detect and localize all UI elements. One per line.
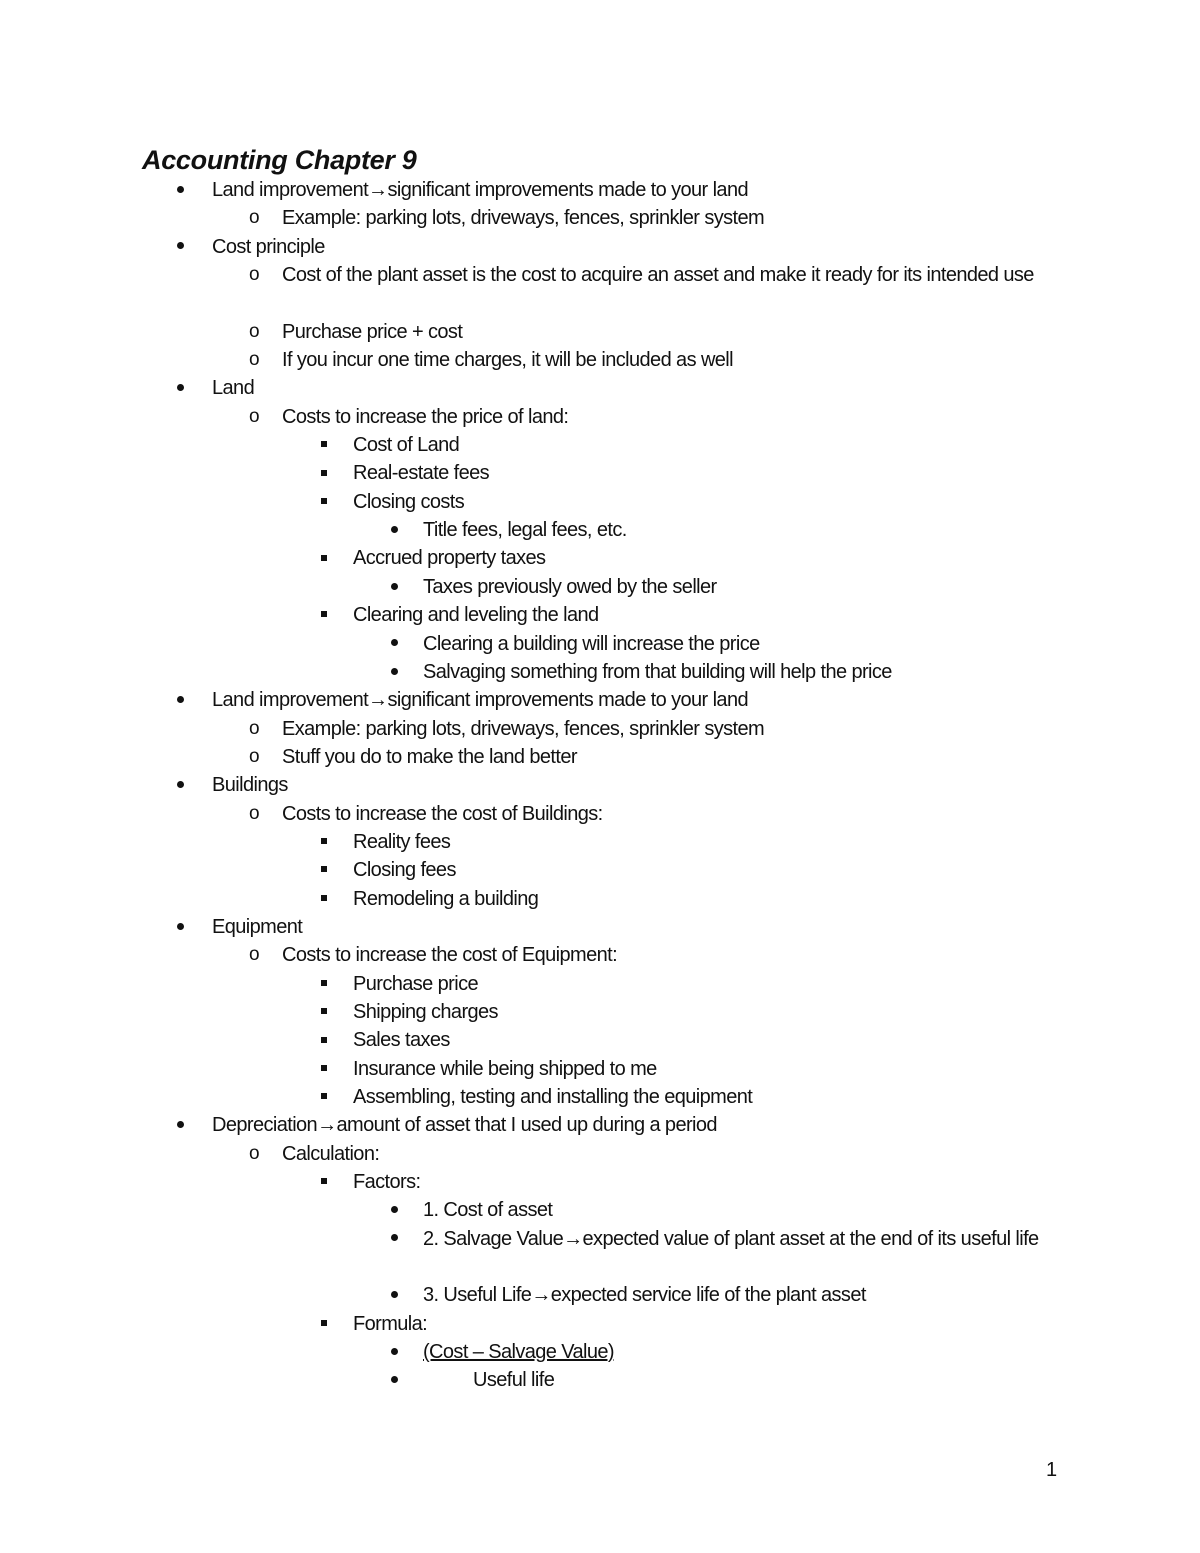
list-item bbox=[0, 1338, 1200, 1366]
list-item bbox=[0, 1140, 1200, 1168]
list-item-text: 1. Cost of asset bbox=[423, 1199, 553, 1222]
bullet-dot-icon bbox=[170, 1111, 190, 1139]
bullet-dot-icon bbox=[170, 686, 190, 714]
list-item-text: Salvaging something from that building will help the price bbox=[423, 660, 892, 683]
list-item bbox=[0, 374, 1200, 402]
page-number: 1 bbox=[1046, 1459, 1058, 1481]
list-item-text: Shipping charges bbox=[353, 1000, 498, 1023]
list-item-text: Taxes previously owed by the seller bbox=[423, 575, 717, 598]
list-item bbox=[0, 176, 1200, 204]
list-item-text: Purchase price bbox=[353, 972, 478, 995]
bullet-dot-icon bbox=[384, 573, 404, 601]
bullet-dot-icon bbox=[384, 1366, 404, 1394]
list-item bbox=[0, 403, 1200, 431]
bullet-square-icon bbox=[314, 431, 334, 459]
bullet-circle-icon: o bbox=[249, 320, 259, 342]
bullet-circle-icon: o bbox=[249, 207, 259, 229]
list-item bbox=[0, 1281, 1200, 1309]
list-item bbox=[0, 998, 1200, 1026]
list-item bbox=[0, 601, 1200, 629]
bullet-circle-icon: o bbox=[249, 717, 259, 739]
list-item bbox=[0, 1111, 1200, 1139]
list-item-text: Example: parking lots, driveways, fences, sprinkler system bbox=[282, 207, 765, 230]
bullet-dot-icon bbox=[384, 516, 404, 544]
list-item bbox=[0, 743, 1200, 771]
list-item-text: Depreciation→amount of asset that I used up during a period bbox=[212, 1114, 717, 1137]
bullet-dot-icon bbox=[384, 1338, 404, 1366]
list-item-text: Costs to increase the cost of Buildings: bbox=[282, 802, 603, 825]
bullet-circle-icon: o bbox=[249, 349, 259, 371]
list-item bbox=[0, 459, 1200, 487]
bullet-dot-icon bbox=[170, 233, 190, 261]
bullet-dot-icon bbox=[384, 1281, 404, 1309]
list-item bbox=[0, 771, 1200, 799]
bullet-dot-icon bbox=[170, 771, 190, 799]
list-item-text: Real-estate fees bbox=[353, 462, 490, 485]
list-item bbox=[0, 1055, 1200, 1083]
bullet-dot-icon bbox=[384, 1225, 404, 1253]
bullet-circle-icon: o bbox=[249, 745, 259, 767]
list-item bbox=[0, 686, 1200, 714]
list-item-text: Land improvement→significant improvements made to your land bbox=[212, 179, 748, 201]
list-item-text: If you incur one time charges, it will be included as well bbox=[282, 349, 733, 372]
list-item bbox=[0, 431, 1200, 459]
bullet-circle-icon: o bbox=[249, 944, 259, 966]
list-item-text: Calculation: bbox=[282, 1142, 380, 1165]
bullet-square-icon bbox=[314, 970, 334, 998]
list-item bbox=[0, 488, 1200, 516]
list-item-text: 2. Salvage Value→expected value of plant asset at the end of its useful life bbox=[423, 1227, 1039, 1250]
bullet-square-icon bbox=[314, 488, 334, 516]
bullet-square-icon bbox=[314, 544, 334, 572]
bullet-dot-icon bbox=[170, 176, 190, 204]
bullet-circle-icon: o bbox=[249, 405, 259, 427]
list-item-text: Equipment bbox=[212, 915, 303, 938]
bullet-dot-icon bbox=[170, 913, 190, 941]
list-item bbox=[0, 1196, 1200, 1224]
list-item bbox=[0, 1168, 1200, 1196]
list-item bbox=[0, 913, 1200, 941]
list-item-text: Land bbox=[212, 377, 255, 400]
list-item bbox=[0, 1026, 1200, 1054]
bullet-square-icon bbox=[314, 885, 334, 913]
list-item bbox=[0, 630, 1200, 658]
list-item bbox=[0, 970, 1200, 998]
list-item-text: Buildings bbox=[212, 774, 288, 797]
list-item bbox=[0, 204, 1200, 232]
list-item bbox=[0, 715, 1200, 743]
list-item-text: Cost of Land bbox=[353, 434, 460, 457]
bullet-square-icon bbox=[314, 828, 334, 856]
list-item bbox=[0, 885, 1200, 913]
bullet-square-icon bbox=[314, 1310, 334, 1338]
list-item bbox=[0, 1310, 1200, 1338]
list-item-text: Purchase price + cost bbox=[282, 320, 463, 343]
list-item bbox=[0, 800, 1200, 828]
list-item-text: Cost of the plant asset is the cost to acquire an asset and make it ready for its intended use bbox=[282, 264, 1034, 287]
list-item-text: Clearing and leveling the land bbox=[353, 604, 599, 627]
list-item bbox=[0, 658, 1200, 686]
list-item bbox=[0, 233, 1200, 261]
list-item bbox=[0, 261, 1200, 318]
bullet-square-icon bbox=[314, 601, 334, 629]
bullet-dot-icon bbox=[170, 374, 190, 402]
bullet-square-icon bbox=[314, 459, 334, 487]
list-item-text: Formula: bbox=[353, 1312, 428, 1335]
list-item-text: Closing fees bbox=[353, 859, 456, 882]
outline-list bbox=[0, 176, 1200, 1395]
list-item-text: 3. Useful Life→expected service life of the plant asset bbox=[423, 1284, 866, 1307]
list-item-text: Example: parking lots, driveways, fences, sprinkler system bbox=[282, 717, 765, 740]
formula-denominator: Useful life bbox=[473, 1369, 555, 1392]
list-item bbox=[0, 318, 1200, 346]
bullet-dot-icon bbox=[384, 630, 404, 658]
bullet-circle-icon: o bbox=[249, 802, 259, 824]
bullet-dot-icon bbox=[384, 658, 404, 686]
bullet-square-icon bbox=[314, 1168, 334, 1196]
list-item-text: Clearing a building will increase the price bbox=[423, 632, 760, 655]
list-item bbox=[0, 1225, 1200, 1282]
list-item-text: Stuff you do to make the land better bbox=[282, 745, 577, 768]
list-item bbox=[0, 1083, 1200, 1111]
bullet-square-icon bbox=[314, 856, 334, 884]
list-item bbox=[0, 941, 1200, 969]
list-item bbox=[0, 828, 1200, 856]
list-item-text: Sales taxes bbox=[353, 1029, 450, 1052]
list-item-text: Cost principle bbox=[212, 235, 325, 258]
list-item bbox=[0, 544, 1200, 572]
list-item-text: Costs to increase the price of land: bbox=[282, 405, 569, 428]
list-item-text: Insurance while being shipped to me bbox=[353, 1057, 657, 1080]
formula-numerator: (Cost – Salvage Value) bbox=[423, 1341, 614, 1364]
list-item bbox=[0, 516, 1200, 544]
list-item-text: Closing costs bbox=[353, 490, 465, 513]
list-item-text: Factors: bbox=[353, 1171, 421, 1194]
list-item bbox=[0, 856, 1200, 884]
bullet-square-icon bbox=[314, 998, 334, 1026]
list-item-text: Assembling, testing and installing the equipment bbox=[353, 1086, 753, 1108]
list-item bbox=[0, 573, 1200, 601]
list-item bbox=[0, 1366, 1200, 1394]
list-item bbox=[0, 346, 1200, 374]
list-item-text: Land improvement→significant improvements made to your land bbox=[212, 689, 748, 712]
bullet-square-icon bbox=[314, 1083, 334, 1111]
bullet-circle-icon: o bbox=[249, 1142, 259, 1164]
bullet-square-icon bbox=[314, 1026, 334, 1054]
list-item-text: Costs to increase the cost of Equipment: bbox=[282, 944, 618, 967]
list-item-text: Title fees, legal fees, etc. bbox=[423, 519, 627, 542]
list-item-text: Remodeling a building bbox=[353, 887, 539, 910]
document-title: Accounting Chapter 9 bbox=[142, 145, 417, 175]
list-item-text: Reality fees bbox=[353, 830, 451, 853]
bullet-circle-icon: o bbox=[249, 264, 259, 286]
list-item-text: Accrued property taxes bbox=[353, 547, 546, 570]
bullet-dot-icon bbox=[384, 1196, 404, 1224]
bullet-square-icon bbox=[314, 1055, 334, 1083]
